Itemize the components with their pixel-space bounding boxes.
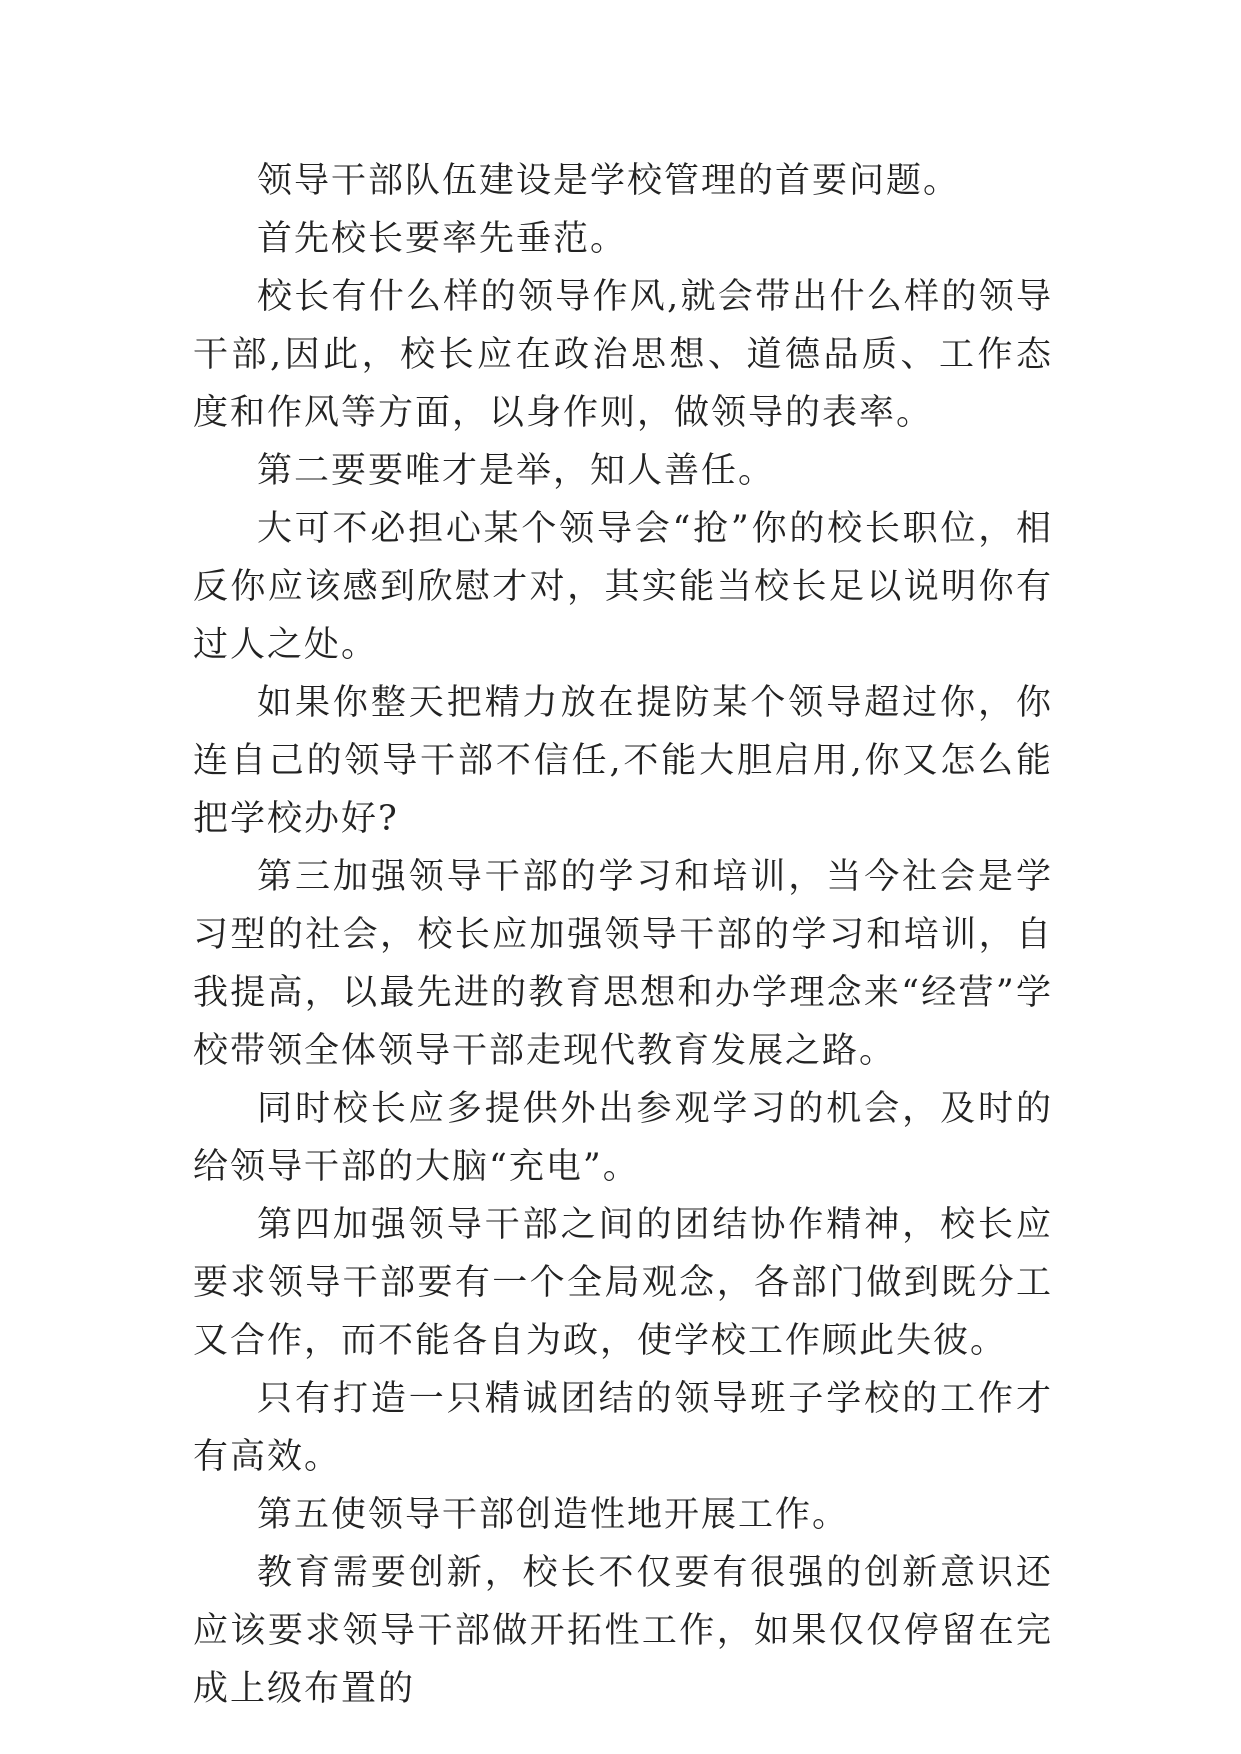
paragraph: 教育需要创新，校长不仅要有很强的创新意识还应该要求领导干部做开拓性工作，如果仅仅停留在完成上级布置的 <box>193 1553 1053 1709</box>
paragraph: 第二要要唯才是举，知人善任。 <box>257 451 776 491</box>
paragraph: 第四加强领导干部之间的团结协作精神，校长应要求领导干部要有一个全局观念，各部门做到既分工又合作，而不能各自为政，使学校工作顾此失彼。 <box>193 1205 1053 1361</box>
paragraph: 只有打造一只精诚团结的领导班子学校的工作才有高效。 <box>193 1379 1053 1477</box>
paragraph: 首先校长要率先垂范。 <box>257 219 628 259</box>
paragraph: 校长有什么样的领导作风,就会带出什么样的领导干部,因此，校长应在政治思想、道德品质、工作态度和作风等方面，以身作则，做领导的表率。 <box>193 277 1053 433</box>
paragraph: 同时校长应多提供外出参观学习的机会，及时的给领导干部的大脑“充电”。 <box>193 1089 1053 1187</box>
paragraph: 如果你整天把精力放在提防某个领导超过你，你连自己的领导干部不信任,不能大胆启用,你又怎么能把学校办好? <box>193 683 1053 839</box>
paragraph: 第三加强领导干部的学习和培训，当今社会是学习型的社会，校长应加强领导干部的学习和培训，自我提高，以最先进的教育思想和办学理念来“经营”学校带领全体领导干部走现代教育发展之路。 <box>193 857 1053 1071</box>
document-body <box>193 152 1053 1718</box>
paragraph: 第五使领导干部创造性地开展工作。 <box>257 1495 850 1535</box>
paragraph: 领导干部队伍建设是学校管理的首要问题。 <box>257 161 961 201</box>
paragraph: 大可不必担心某个领导会“抢”你的校长职位，相反你应该感到欣慰才对，其实能当校长足以说明你有过人之处。 <box>193 509 1053 665</box>
